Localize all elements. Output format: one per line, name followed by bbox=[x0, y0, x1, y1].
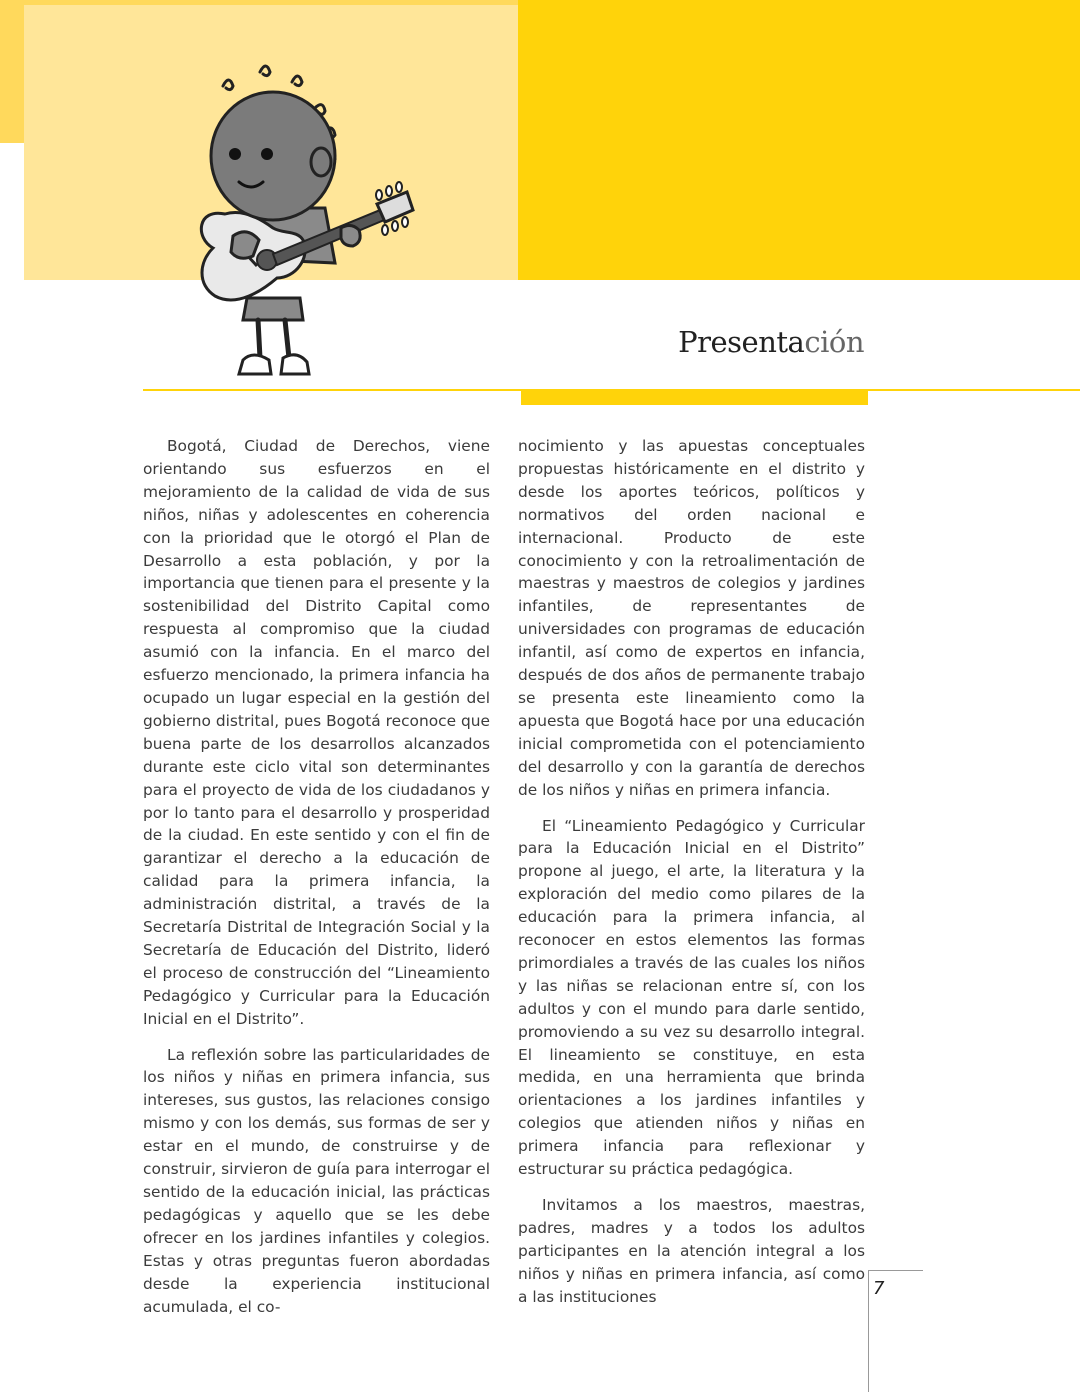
header-band-strip bbox=[0, 0, 24, 143]
header-band-pale-edge bbox=[24, 0, 518, 5]
page-title-part1: Presenta bbox=[678, 325, 805, 359]
paragraph: Bogotá, Ciudad de Derechos, viene orientando sus esfuerzos en el mejoramiento de la calidad de vida de sus niños, niñas y adolescentes en coherencia con la prioridad que le otorgó el Plan de Desarrollo a esta población, y por la importancia que tienen para el presente y la sostenibilidad del Distrito Capital como respuesta al compromiso que la ciudad asumió con la infancia. En el marco del esfuerzo mencionado, la primera infancia ha ocupado un lugar especial en la gestión del gobierno distrital, pues Bogotá reconoce que buena parte de los desarrollos alcanzados durante este ciclo vital son determinantes para el proyecto de vida de los ciudadanos y por lo tanto para el desarrollo y prosperidad de la ciudad. En este sentido y con el fin de garantizar el derecho a la educación de calidad para la primera infancia, la administración distrital, a través de la Secretaría Distrital de Integración Social y la Secretaría de Educación del Distrito, lideró el proceso de construcción del “Lineamiento Pedagógico y Curricular para la Educación Inicial en el Distrito”. bbox=[143, 437, 490, 1028]
child-playing-guitar-icon bbox=[185, 58, 425, 388]
paragraph: La reflexión sobre las particularidades de los niños y niñas en primera infancia, sus intereses, sus gustos, las relaciones consigo mismo y con los demás, sus formas de ser y estar en el mundo, de construirse y de construir, sirvieron de guía para interrogar el sentido de la educación inicial, las prácticas pedagógicas y aquello que se les debe ofrecer en los jardines infantiles y colegios. Estas y otras preguntas fueron abordadas desde la experiencia institucional acumulada, el co- bbox=[143, 1045, 490, 1316]
page-number: 7 bbox=[873, 1278, 885, 1299]
page-title-part2: ción bbox=[804, 325, 864, 359]
paragraph: Invitamos a los maestros, maestras, padres, madres y a todos los adultos participantes en la atención integral a los niños y niñas en primera infancia, así como a las instituciones bbox=[518, 1196, 865, 1306]
text-column-left bbox=[143, 435, 490, 1331]
paragraph: nocimiento y las apuestas conceptuales propuestas históricamente en el distrito y desde los aportes teóricos, políticos y normativos del orden nacional e internacional. Producto de este conocimiento y con la retroalimentación de maestras y maestros de colegios y jardines infantiles, de representantes de universidades con programas de educación infantil, así como de expertos en infancia, después de dos años de permanente trabajo se presenta este lineamiento como la apuesta que Bogotá hace por una educación inicial comprometida con el potenciamiento del desarrollo y con la garantía de derechos de los niños y niñas en primera infancia. bbox=[518, 437, 865, 799]
page-number-rule-horizontal bbox=[868, 1270, 923, 1271]
text-column-right bbox=[518, 435, 865, 1322]
header-band-yellow-right bbox=[868, 0, 1080, 143]
page-number-rule-vertical bbox=[868, 1270, 869, 1392]
paragraph: El “Lineamiento Pedagógico y Curricular para la Educación Inicial en el Distrito” propone al juego, el arte, la literatura y la exploración del medio como pilares de la educación para la primera infancia, al reconocer en estos elementos las formas primordiales a través de las cuales los niños y las niñas se relacionan entre sí, con los adultos y con el mundo para darle sentido, promoviendo a su vez su desarrollo integral. El lineamiento se constituye, en esta medida, en una herramienta que brinda orientaciones a los jardines infantiles y colegios que atienden niños y niñas en primera infancia para reflexionar y estructurar su práctica pedagógica. bbox=[518, 816, 865, 1179]
page-title bbox=[678, 322, 864, 362]
title-accent-bar bbox=[521, 391, 868, 405]
